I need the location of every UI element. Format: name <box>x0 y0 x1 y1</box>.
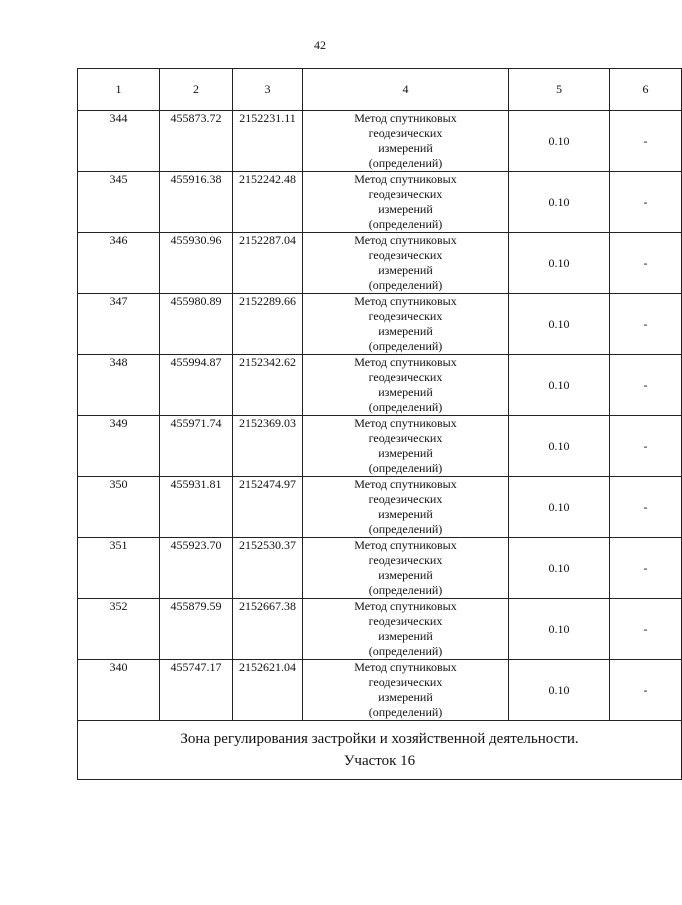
method-line: измерений <box>378 385 433 399</box>
y-coordinate-cell: 2152667.38 <box>233 599 303 660</box>
point-number-cell: 350 <box>78 477 160 538</box>
y-coordinate-cell: 2152231.11 <box>233 111 303 172</box>
y-coordinate-cell: 2152369.03 <box>233 416 303 477</box>
point-number-cell: 345 <box>78 172 160 233</box>
point-number-cell: 348 <box>78 355 160 416</box>
method-line: Метод спутниковых <box>354 111 457 125</box>
method-line: (определений) <box>368 339 443 353</box>
note-cell: - <box>610 416 682 477</box>
zone-section: Участок 16 <box>343 753 416 769</box>
method-line: геодезических <box>368 309 443 323</box>
accuracy-cell: 0.10 <box>509 355 610 416</box>
method-line: (определений) <box>368 278 443 292</box>
column-header: 5 <box>509 69 610 111</box>
method-line: Метод спутниковых <box>354 660 457 674</box>
method-line: Метод спутниковых <box>354 172 457 186</box>
note-cell: - <box>610 233 682 294</box>
method-line: Метод спутниковых <box>354 416 457 430</box>
table-row <box>78 660 682 721</box>
x-coordinate-cell: 455980.89 <box>160 294 233 355</box>
column-header: 6 <box>610 69 682 111</box>
method-line: (определений) <box>368 522 443 536</box>
note-cell: - <box>610 538 682 599</box>
accuracy-cell: 0.10 <box>509 416 610 477</box>
note-cell: - <box>610 355 682 416</box>
method-line: измерений <box>378 263 433 277</box>
method-line: Метод спутниковых <box>354 599 457 613</box>
method-cell <box>303 111 509 172</box>
column-header: 4 <box>303 69 509 111</box>
method-line: измерений <box>378 568 433 582</box>
method-line: геодезических <box>368 431 443 445</box>
accuracy-cell: 0.10 <box>509 477 610 538</box>
method-cell <box>303 538 509 599</box>
table-row <box>78 233 682 294</box>
page-number: 42 <box>314 38 326 52</box>
method-line: измерений <box>378 202 433 216</box>
note-cell: - <box>610 660 682 721</box>
method-line: Метод спутниковых <box>354 294 457 308</box>
y-coordinate-cell: 2152289.66 <box>233 294 303 355</box>
y-coordinate-cell: 2152342.62 <box>233 355 303 416</box>
zone-caption <box>78 721 682 780</box>
x-coordinate-cell: 455747.17 <box>160 660 233 721</box>
method-line: Метод спутниковых <box>354 538 457 552</box>
method-line: геодезических <box>368 553 443 567</box>
y-coordinate-cell: 2152242.48 <box>233 172 303 233</box>
method-line: измерений <box>378 446 433 460</box>
method-line: (определений) <box>368 461 443 475</box>
table-row <box>78 172 682 233</box>
method-line: геодезических <box>368 370 443 384</box>
table-row <box>78 111 682 172</box>
point-number-cell: 347 <box>78 294 160 355</box>
method-cell <box>303 294 509 355</box>
method-line: (определений) <box>368 400 443 414</box>
y-coordinate-cell: 2152474.97 <box>233 477 303 538</box>
method-line: измерений <box>378 324 433 338</box>
method-line: измерений <box>378 690 433 704</box>
method-line: измерений <box>378 141 433 155</box>
method-cell <box>303 355 509 416</box>
y-coordinate-cell: 2152530.37 <box>233 538 303 599</box>
method-line: (определений) <box>368 644 443 658</box>
accuracy-cell: 0.10 <box>509 538 610 599</box>
x-coordinate-cell: 455916.38 <box>160 172 233 233</box>
method-cell <box>303 416 509 477</box>
zone-row <box>78 721 682 780</box>
method-cell <box>303 233 509 294</box>
table-row <box>78 599 682 660</box>
method-line: Метод спутниковых <box>354 233 457 247</box>
point-number-cell: 352 <box>78 599 160 660</box>
table-row <box>78 416 682 477</box>
method-line: измерений <box>378 629 433 643</box>
note-cell: - <box>610 599 682 660</box>
table-header-row <box>78 69 682 111</box>
method-line: геодезических <box>368 492 443 506</box>
x-coordinate-cell: 455994.87 <box>160 355 233 416</box>
accuracy-cell: 0.10 <box>509 660 610 721</box>
y-coordinate-cell: 2152621.04 <box>233 660 303 721</box>
method-line: (определений) <box>368 156 443 170</box>
column-header: 1 <box>78 69 160 111</box>
note-cell: - <box>610 477 682 538</box>
table-row <box>78 294 682 355</box>
coordinates-table <box>77 68 682 780</box>
table-row <box>78 355 682 416</box>
point-number-cell: 346 <box>78 233 160 294</box>
method-cell <box>303 660 509 721</box>
note-cell: - <box>610 111 682 172</box>
x-coordinate-cell: 455873.72 <box>160 111 233 172</box>
point-number-cell: 344 <box>78 111 160 172</box>
zone-title: Зона регулирования застройки и хозяйственной деятельности. <box>180 731 579 747</box>
method-line: (определений) <box>368 583 443 597</box>
accuracy-cell: 0.10 <box>509 599 610 660</box>
method-cell <box>303 477 509 538</box>
method-line: Метод спутниковых <box>354 355 457 369</box>
x-coordinate-cell: 455923.70 <box>160 538 233 599</box>
accuracy-cell: 0.10 <box>509 294 610 355</box>
y-coordinate-cell: 2152287.04 <box>233 233 303 294</box>
table-row <box>78 538 682 599</box>
point-number-cell: 340 <box>78 660 160 721</box>
method-line: геодезических <box>368 614 443 628</box>
method-cell <box>303 172 509 233</box>
x-coordinate-cell: 455879.59 <box>160 599 233 660</box>
method-line: (определений) <box>368 705 443 719</box>
accuracy-cell: 0.10 <box>509 111 610 172</box>
table-row <box>78 477 682 538</box>
method-line: Метод спутниковых <box>354 477 457 491</box>
method-line: геодезических <box>368 248 443 262</box>
accuracy-cell: 0.10 <box>509 233 610 294</box>
x-coordinate-cell: 455930.96 <box>160 233 233 294</box>
method-line: геодезических <box>368 675 443 689</box>
method-line: геодезических <box>368 187 443 201</box>
x-coordinate-cell: 455931.81 <box>160 477 233 538</box>
point-number-cell: 349 <box>78 416 160 477</box>
note-cell: - <box>610 294 682 355</box>
method-line: измерений <box>378 507 433 521</box>
method-cell <box>303 599 509 660</box>
point-number-cell: 351 <box>78 538 160 599</box>
x-coordinate-cell: 455971.74 <box>160 416 233 477</box>
column-header: 3 <box>233 69 303 111</box>
note-cell: - <box>610 172 682 233</box>
accuracy-cell: 0.10 <box>509 172 610 233</box>
column-header: 2 <box>160 69 233 111</box>
method-line: геодезических <box>368 126 443 140</box>
method-line: (определений) <box>368 217 443 231</box>
